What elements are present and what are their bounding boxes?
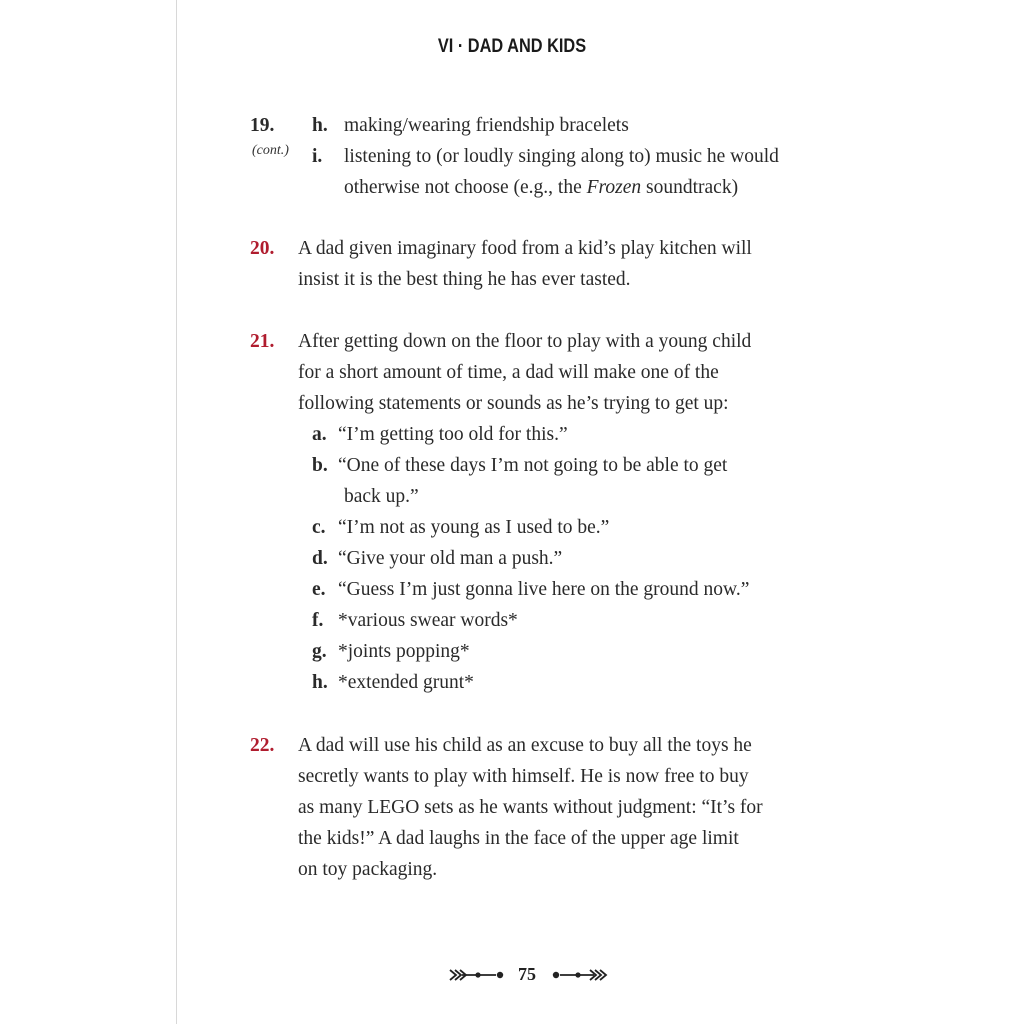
sub-item-text: “Give your old man a push.” bbox=[338, 548, 563, 569]
text-line: on toy packaging. bbox=[298, 859, 438, 880]
item-text bbox=[298, 233, 818, 295]
page-footer bbox=[0, 962, 1024, 992]
sub-item-letter: d. bbox=[312, 548, 328, 569]
sub-item-text-line: otherwise not choose (e.g., the bbox=[344, 177, 587, 198]
continued-label: (cont.) bbox=[252, 143, 289, 158]
item-number: 20. bbox=[250, 238, 275, 259]
item-number: 22. bbox=[250, 735, 275, 756]
sub-item-letter: b. bbox=[312, 455, 328, 476]
text-line: following statements or sounds as he’s trying to get up: bbox=[298, 393, 729, 414]
sub-item-letter: h. bbox=[312, 672, 328, 693]
text-line: secretly wants to play with himself. He is now free to buy bbox=[298, 766, 749, 787]
page-number: 75 bbox=[518, 964, 536, 984]
sub-item-text: *various swear words* bbox=[338, 610, 518, 631]
running-header: VI · DAD AND KIDS bbox=[437, 36, 587, 57]
text-line: A dad given imaginary food from a kid’s play kitchen will bbox=[298, 238, 752, 259]
text-line: insist it is the best thing he has ever tasted. bbox=[298, 269, 631, 290]
sub-item-letter: c. bbox=[312, 517, 326, 538]
sub-item-text-line: listening to (or loudly singing along to) music he would bbox=[344, 146, 779, 167]
sub-item-letter: g. bbox=[312, 641, 327, 662]
arrow-fleuron-icon bbox=[448, 968, 506, 987]
sub-item-text: “I’m getting too old for this.” bbox=[338, 424, 568, 445]
title-italic: Frozen bbox=[586, 177, 642, 198]
text-line: for a short amount of time, a dad will make one of the bbox=[298, 362, 719, 383]
arrow-fleuron-icon bbox=[550, 968, 608, 987]
sub-item-letter: a. bbox=[312, 424, 327, 445]
sub-item-text: *extended grunt* bbox=[338, 672, 474, 693]
page-gutter-line bbox=[176, 0, 177, 1024]
text-line: After getting down on the floor to play with a young child bbox=[298, 331, 752, 352]
item-number: 19. bbox=[250, 115, 275, 136]
item-text bbox=[298, 730, 818, 885]
sub-item-text-line: soundtrack) bbox=[641, 177, 739, 198]
sub-item-letter: f. bbox=[312, 610, 324, 631]
sub-item-text: “Guess I’m just gonna live here on the ground now.” bbox=[338, 579, 750, 600]
sub-item-text bbox=[344, 141, 814, 203]
sub-item-text: “I’m not as young as I used to be.” bbox=[338, 517, 610, 538]
item-number: 21. bbox=[250, 331, 275, 352]
item-text bbox=[298, 326, 818, 419]
text-line: “One of these days I’m not going to be able to get bbox=[338, 455, 728, 476]
sub-item-letter: i. bbox=[312, 146, 323, 167]
sub-item-text: *joints popping* bbox=[338, 641, 470, 662]
sub-item-letter: h. bbox=[312, 115, 328, 136]
sub-item-text: making/wearing friendship bracelets bbox=[344, 115, 629, 136]
text-line: as many LEGO sets as he wants without judgment: “It’s for bbox=[298, 797, 763, 818]
text-line: the kids!” A dad laughs in the face of the upper age limit bbox=[298, 828, 739, 849]
text-line: A dad will use his child as an excuse to buy all the toys he bbox=[298, 735, 752, 756]
sub-item-text bbox=[338, 450, 808, 512]
text-line: back up.” bbox=[344, 486, 419, 507]
sub-item-letter: e. bbox=[312, 579, 326, 600]
